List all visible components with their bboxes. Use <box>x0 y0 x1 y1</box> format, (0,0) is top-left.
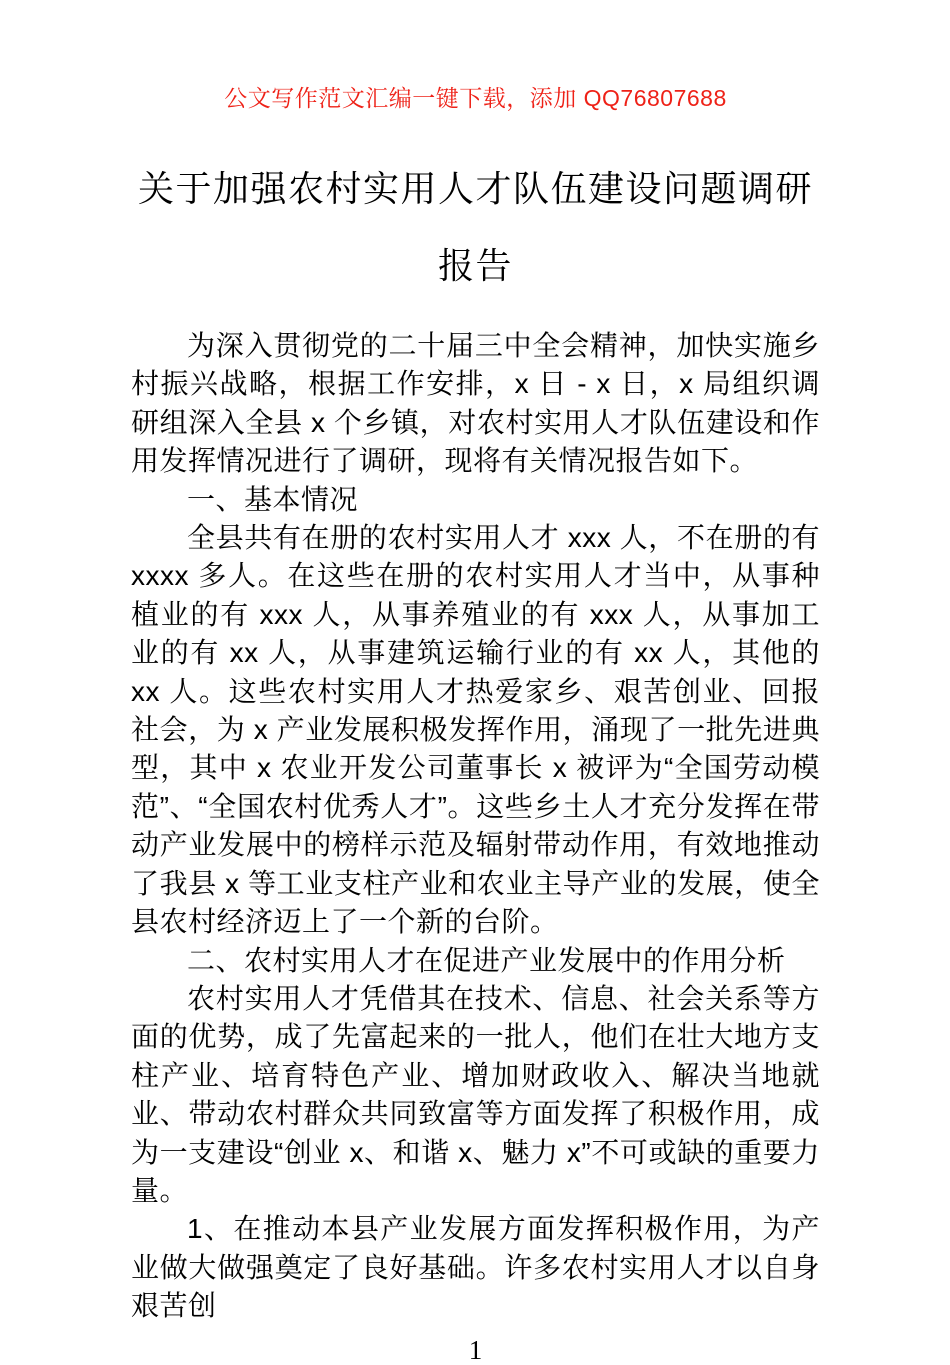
section-heading-role-analysis: 二、农村实用人才在促进产业发展中的作用分析 <box>187 944 786 976</box>
section-heading-basic-situation: 一、基本情况 <box>187 483 359 515</box>
paragraph-basic-situation: 全县共有在册的农村实用人才 xxx 人，不在册的有 xxxx 多人。在这些在册的农村实用人才当中，从事种植业的有 xxx 人，从事养殖业的有 xxx 人，从事加工业的有 xx 人，从事建筑运输行业的有 xx 人，其他的 xx 人。这些农村实用人才热爱家乡、艰苦创业、回报社会，为 x 产业发展积极发挥作用，涌现了一批先进典型，其中 x 农业开发公司董事长 x 被评为“全国劳动模范”、“全国农村优秀人才”。这些乡土人才充分发挥在带动产业发展中的榜样示范及辐射带动作用，有效地推动了我县 x 等工业支柱产业和农业主导产业的发展，使全县农村经济迈上了一个新的台阶。 <box>131 522 820 938</box>
document-title: 关于加强农村实用人才队伍建设问题调研报告 <box>137 168 813 286</box>
document-body <box>131 327 820 1326</box>
page-number: 1 <box>468 1334 483 1365</box>
paragraph-role-analysis: 农村实用人才凭借其在技术、信息、社会关系等方面的优势，成了先富起来的一批人，他们在壮大地方支柱产业、培育特色产业、增加财政收入、解决当地就业、带动农村群众共同致富等方面发挥了积极作用，成为一支建设“创业 x、和谐 x、魅力 x”不可或缺的重要力量。 <box>131 982 820 1206</box>
paragraph-intro: 为深入贯彻党的二十届三中全会精神，加快实施乡村振兴战略，根据工作安排，x 日 - x 日，x 局组织调研组深入全县 x 个乡镇，对农村实用人才队伍建设和作用发挥情况进行了调研，现将有关情况报告如下。 <box>131 330 820 477</box>
paragraph-point-1: 1、在推动本县产业发展方面发挥积极作用，为产业做大做强奠定了良好基础。许多农村实用人才以自身艰苦创 <box>131 1213 820 1322</box>
promo-notice: 公文写作范文汇编一键下载，添加 QQ76807688 <box>224 85 727 111</box>
